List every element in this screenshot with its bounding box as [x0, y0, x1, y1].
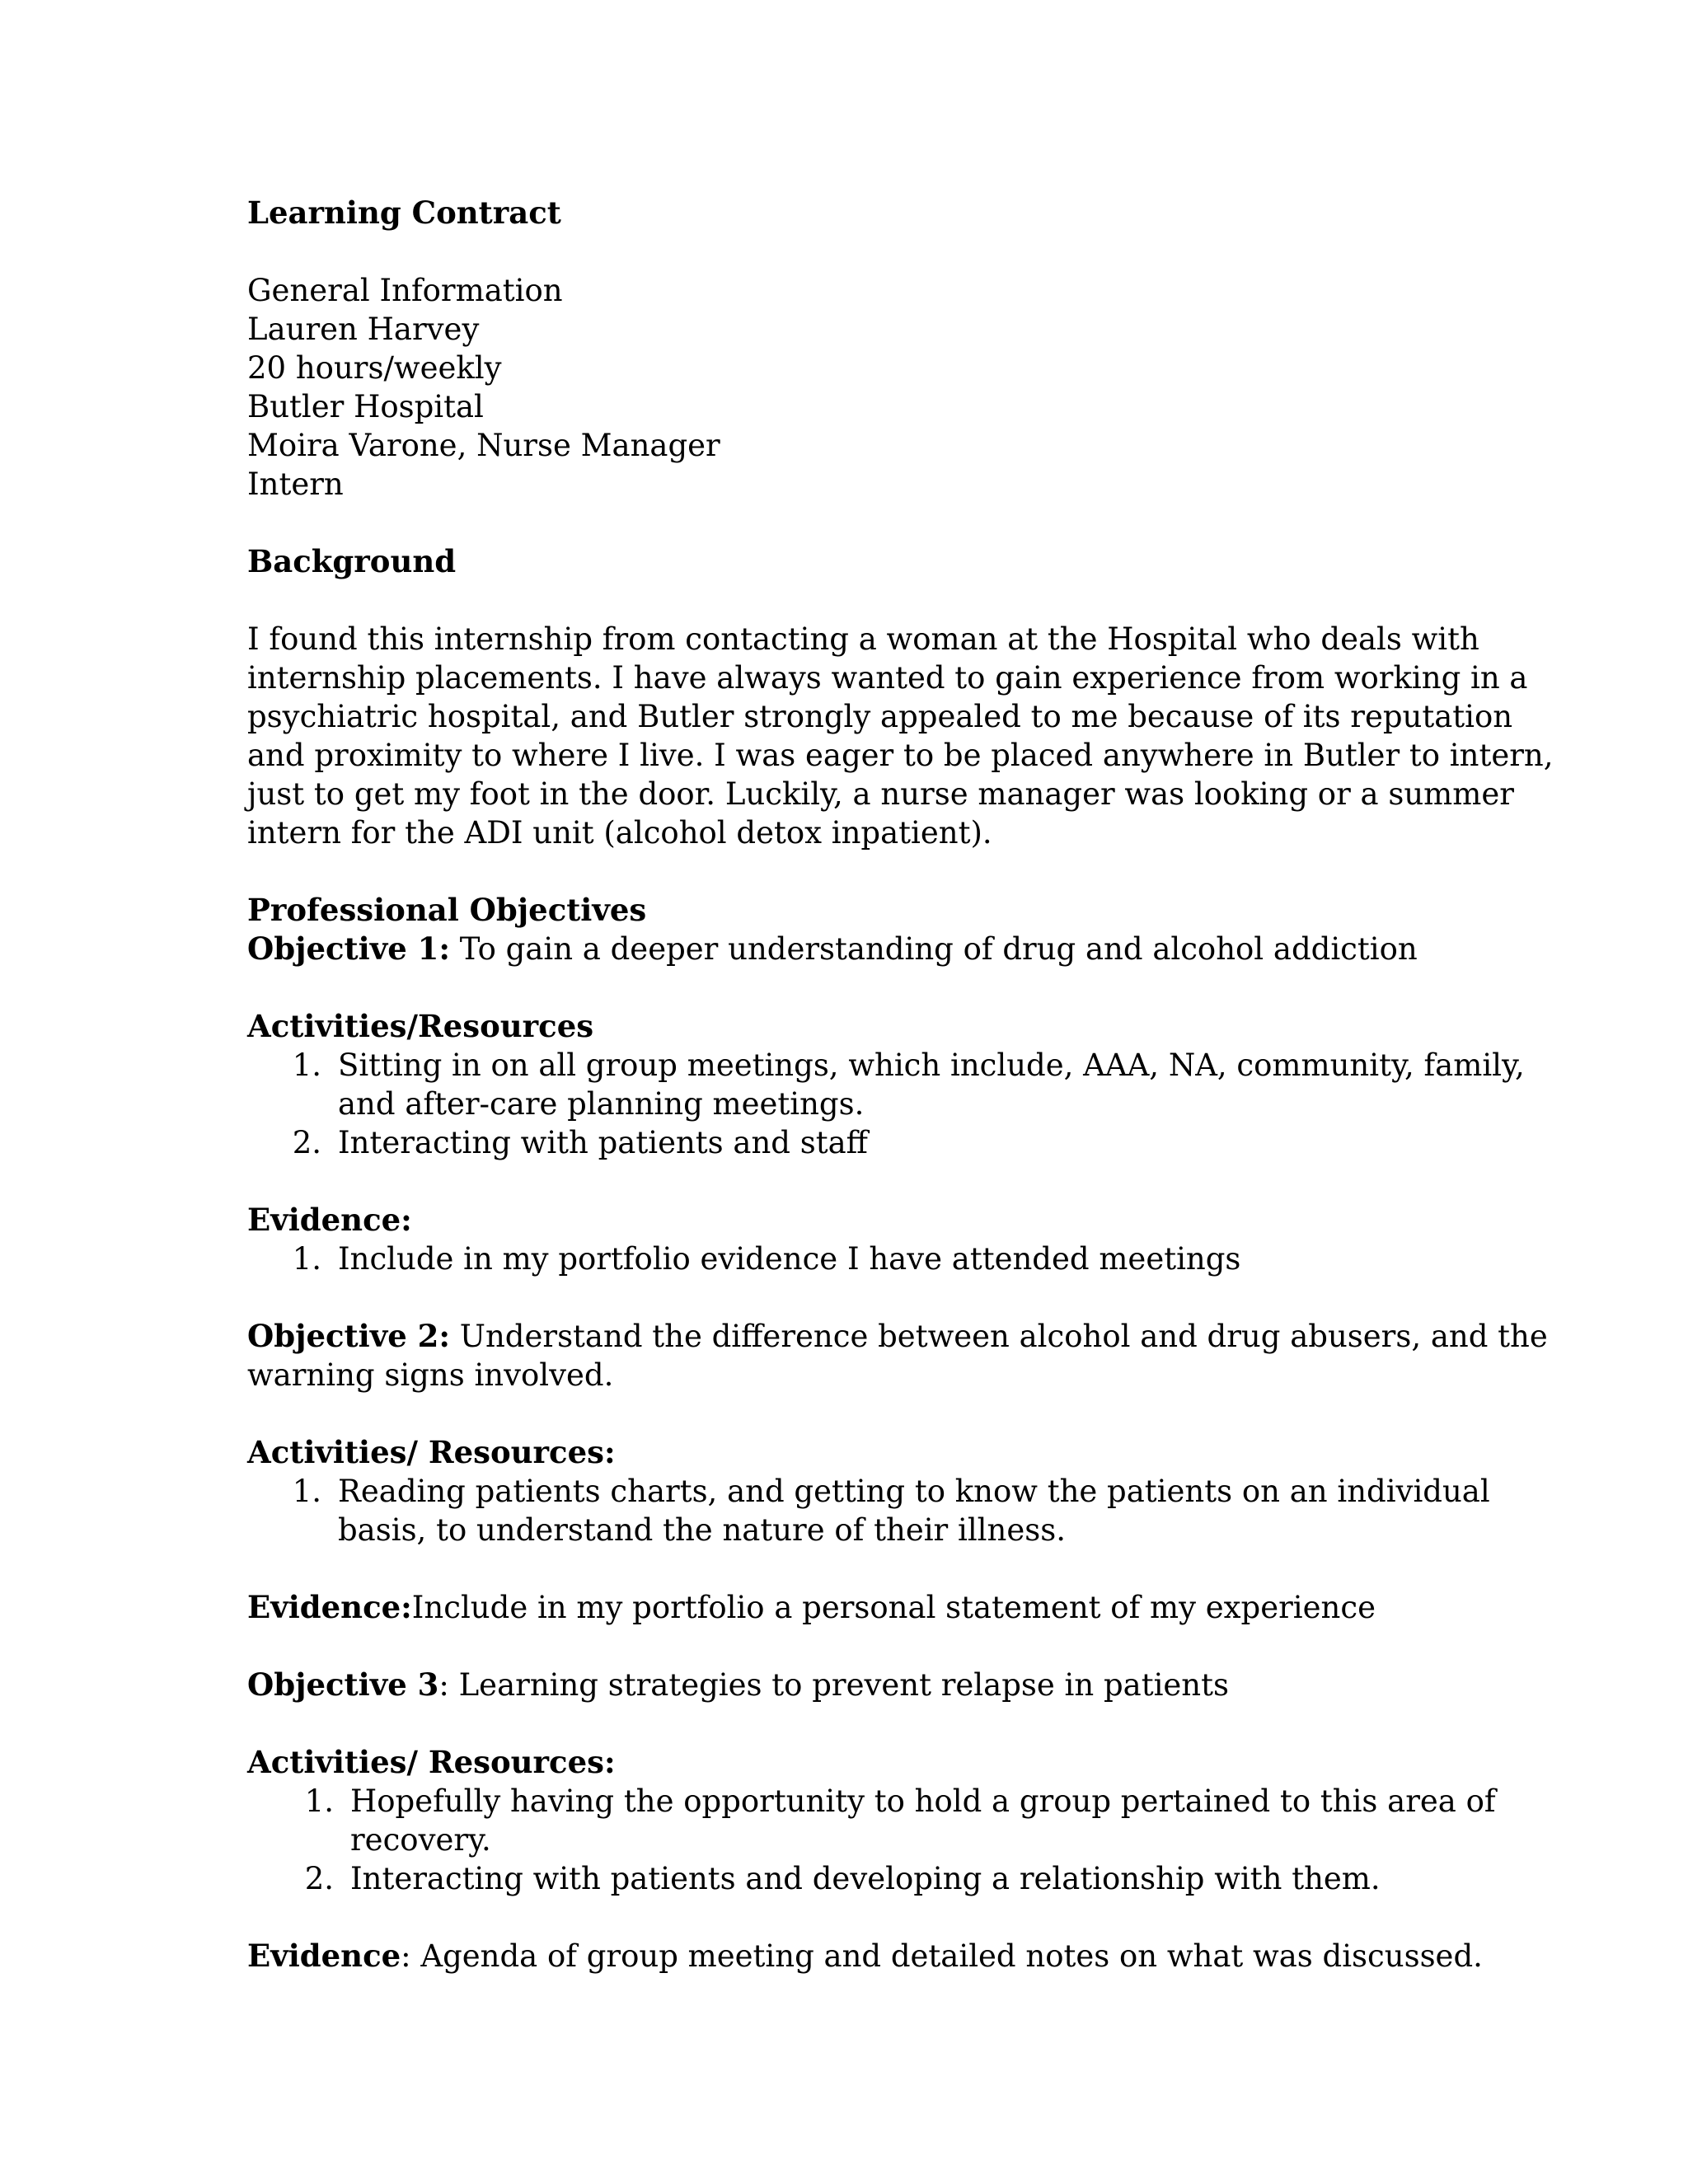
document-title: Learning Contract	[247, 194, 561, 231]
objective-3-text: : Learning strategies to prevent relapse in patients	[438, 1667, 1229, 1703]
spacer	[247, 1549, 1467, 1588]
list-item-line: Sitting in on all group meetings, which include, AAA, NA, community, family,	[338, 1047, 1525, 1083]
spacer	[247, 1704, 1467, 1743]
list-item	[247, 1240, 1467, 1278]
list-item-number: 1.	[292, 1047, 321, 1083]
objective-2-evidence-label: Evidence:	[247, 1589, 412, 1625]
list-item	[247, 1859, 1467, 1898]
general-info-heading: General Information	[247, 273, 563, 308]
list-item-text	[338, 1240, 1467, 1278]
objective-2-evidence-text: Include in my portfolio a personal statement of my experience	[411, 1590, 1376, 1625]
list-item-line: basis, to understand the nature of their illness.	[338, 1512, 1066, 1548]
objective-1-evidence-list	[247, 1240, 1467, 1278]
general-info-name: Lauren Harvey	[247, 312, 480, 347]
spacer	[247, 581, 1467, 620]
spacer	[247, 1627, 1467, 1666]
list-item-text	[350, 1859, 1467, 1898]
list-item-line: recovery.	[350, 1822, 491, 1858]
list-item-text	[338, 1046, 1525, 1123]
list-item-text	[338, 1123, 1467, 1162]
list-item-text	[338, 1472, 1490, 1549]
spacer	[247, 1898, 1467, 1937]
list-item-line: and after-care planning meetings.	[338, 1086, 865, 1122]
list-item-number: 1.	[304, 1783, 334, 1819]
list-item-number: 1.	[292, 1474, 321, 1509]
general-info-site: Butler Hospital	[247, 389, 484, 424]
objective-1-activities-heading: Activities/Resources	[247, 1008, 594, 1044]
general-info-role: Intern	[247, 466, 344, 502]
objective-3-activities-heading: Activities/ Resources:	[247, 1744, 616, 1780]
list-item	[247, 1123, 1467, 1162]
objective-2-evidence	[247, 1588, 1467, 1627]
objective-1-label: Objective 1:	[247, 930, 451, 967]
objective-3-evidence	[247, 1937, 1483, 1975]
list-item-line: Hopefully having the opportunity to hold a group pertained to this area of	[350, 1783, 1496, 1819]
document-page	[247, 194, 1554, 1975]
list-item-line: Include in my portfolio evidence I have attended meetings	[338, 1241, 1241, 1277]
background-line: and proximity to where I live. I was eager to be placed anywhere in Butler to intern,	[247, 738, 1554, 773]
spacer	[247, 1278, 1467, 1317]
general-info-hours: 20 hours/weekly	[247, 350, 502, 386]
general-info-supervisor: Moira Varone, Nurse Manager	[247, 428, 720, 463]
objective-1-activities-list	[247, 1046, 1525, 1162]
objective-1-text: To gain a deeper understanding of drug and alcohol addiction	[450, 931, 1418, 967]
objective-2	[247, 1317, 1548, 1356]
spacer	[247, 504, 1467, 542]
list-item-line: Interacting with patients and staff	[338, 1125, 868, 1160]
list-item	[247, 1046, 1525, 1123]
spacer	[247, 1162, 1467, 1201]
objective-3-evidence-text: : Agenda of group meeting and detailed notes on what was discussed.	[401, 1938, 1483, 1974]
background-line: psychiatric hospital, and Butler strongly appealed to me because of its reputation	[247, 699, 1513, 734]
objective-2-activities-heading: Activities/ Resources:	[247, 1434, 616, 1470]
background-heading: Background	[247, 543, 457, 579]
background-line: I found this internship from contacting a woman at the Hospital who deals with	[247, 621, 1479, 657]
list-item-text	[350, 1782, 1496, 1859]
objective-2-text: Understand the difference between alcohol and drug abusers, and the	[450, 1319, 1548, 1354]
background-line: just to get my foot in the door. Luckily, a nurse manager was looking or a summer	[247, 776, 1514, 812]
spacer	[247, 232, 1467, 271]
background-paragraph	[247, 620, 1554, 852]
list-item-number: 1.	[292, 1241, 321, 1277]
objective-3	[247, 1666, 1467, 1704]
objective-2-text-continued: warning signs involved.	[247, 1357, 614, 1393]
objective-3-evidence-label: Evidence	[247, 1938, 401, 1974]
list-item	[247, 1782, 1496, 1859]
spacer	[247, 852, 1467, 891]
list-item-number: 2.	[292, 1125, 321, 1160]
objective-2-activities-list	[247, 1472, 1490, 1549]
background-line: internship placements. I have always wanted to gain experience from working in a	[247, 660, 1528, 696]
professional-objectives-heading: Professional Objectives	[247, 892, 647, 928]
objective-1-evidence-heading: Evidence:	[247, 1202, 412, 1238]
background-line: intern for the ADI unit (alcohol detox inpatient).	[247, 815, 992, 851]
objective-3-label: Objective 3	[247, 1666, 439, 1703]
spacer	[247, 968, 1467, 1007]
list-item-line: Interacting with patients and developing a relationship with them.	[350, 1861, 1381, 1896]
list-item-number: 2.	[304, 1861, 334, 1896]
list-item	[247, 1472, 1490, 1549]
list-item-line: Reading patients charts, and getting to know the patients on an individual	[338, 1474, 1490, 1509]
objective-3-activities-list	[247, 1782, 1496, 1898]
spacer	[247, 1394, 1467, 1433]
objective-1	[247, 930, 1467, 968]
objective-2-label: Objective 2:	[247, 1318, 451, 1354]
